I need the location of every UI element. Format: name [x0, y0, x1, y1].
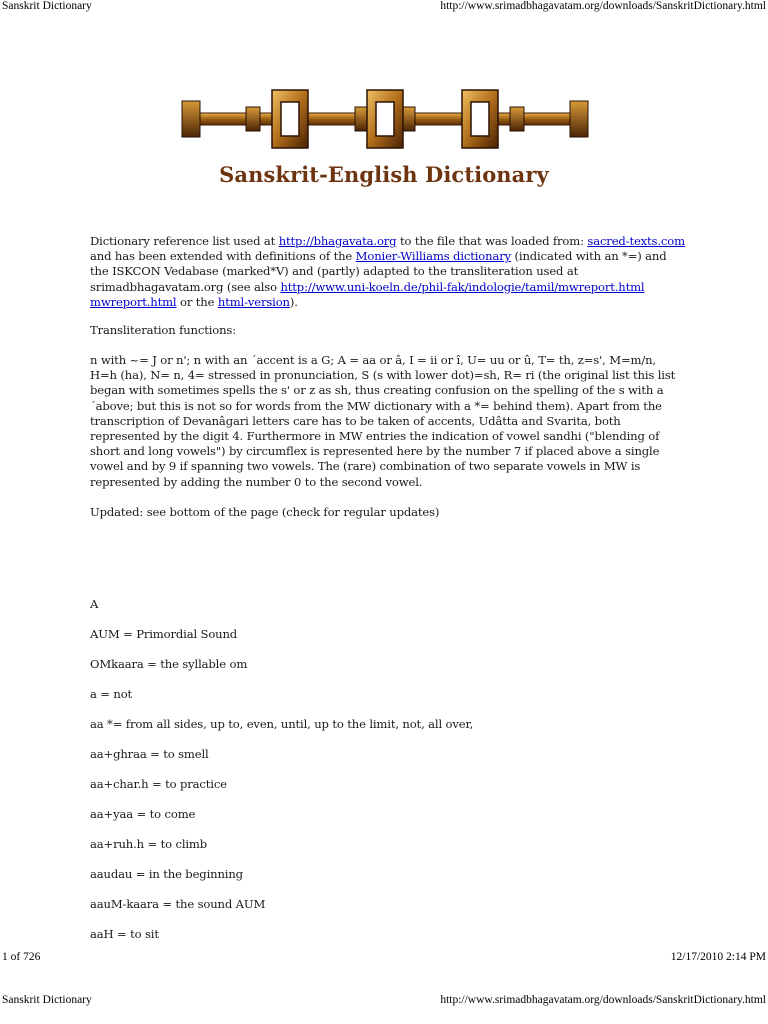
bhagavata-link[interactable]: http://bhagavata.org	[278, 234, 397, 248]
print-datetime: 12/17/2010 2:14 PM	[670, 951, 766, 963]
intro-text: to the file that was loaded from:	[396, 234, 588, 248]
dictionary-entry: OMkaara = the syllable om	[90, 657, 248, 671]
dictionary-entry: aa *= from all sides, up to, even, until, up to the limit, not, all over,	[90, 717, 474, 731]
print-footer	[0, 951, 768, 965]
dictionary-entry: aa+char.h = to practice	[90, 777, 227, 791]
page-count: 1 of 726	[2, 951, 41, 963]
header-title: Sanskrit Dictionary	[2, 994, 92, 1006]
updated-note: Updated: see bottom of the page (check for regular updates)	[90, 505, 440, 519]
dictionary-entry: a = not	[90, 687, 133, 701]
html-version-link[interactable]: html-version	[217, 294, 290, 309]
intro-text: (indicated with an *=) and the ISKCON Vedabase (marked*V) and (partly) adapted to the transliteration used at srimadbhagavatam.org (see also	[90, 249, 667, 294]
ornament-divider	[180, 82, 590, 156]
intro-text: Dictionary reference list used at	[90, 234, 279, 248]
header-url: http://www.srimadbhagavatam.org/downloads/SanskritDictionary.html	[440, 994, 766, 1006]
section-letter: A	[90, 597, 99, 611]
print-header	[0, 0, 768, 14]
dictionary-entry: AUM = Primordial Sound	[90, 627, 238, 641]
dictionary-entry: aauM-kaara = the sound AUM	[90, 897, 266, 911]
dictionary-entry: aa+ruh.h = to climb	[90, 837, 208, 851]
dictionary-entry: aaH = to sit	[90, 927, 159, 941]
dictionary-entry: aaudau = in the beginning	[90, 867, 243, 881]
intro-text: or the	[176, 294, 218, 309]
intro-paragraph	[90, 234, 686, 310]
intro-text: and has been extended with definitions of the	[90, 249, 356, 264]
transliteration-heading: Transliteration functions:	[90, 323, 236, 337]
transliteration-paragraph: n with ~= J or n'; n with an ´accent is a G; A = aa or â, I = ii or î, U= uu or û, T= th, z=s', M=m/n, H=h (ha), N= n, 4= stressed in pronunciation, S (s with lower dot)=sh, R= ri (the original list this list began with sometimes spells the s' or z as sh, thus creating confusion on the spelling of the s with a ´above; but this is not so for words from the MW dictionary with a *= behind them). Apart from the transcription of Devanâgari letters care has to be taken of accents, Udâtta and Svarita, both represented by the digit 4. Furthermore in MW entries the indication of vowel sandhi ("blending of short and long vowels") by circumflex is represented here by the number 7 if placed above a single vowel and by 9 if spanning two vowels. The (rare) combination of two separate vowels in MW is represented by adding the number 0 to the second vowel.	[90, 353, 676, 489]
mwreport-link[interactable]: mwreport.html	[90, 294, 177, 309]
header-title: Sanskrit Dictionary	[2, 0, 92, 12]
dictionary-entry: aa+yaa = to come	[90, 807, 196, 821]
intro-text: ).	[289, 294, 298, 309]
header-url: http://www.srimadbhagavatam.org/downloads/SanskritDictionary.html	[440, 0, 766, 12]
uni-koeln-link[interactable]: http://www.uni-koeln.de/phil-fak/indologie/tamil/mwreport.html	[280, 279, 645, 294]
sacred-texts-link[interactable]: sacred-texts.com	[587, 234, 685, 248]
monier-williams-link[interactable]: Monier-Williams dictionary	[355, 249, 511, 264]
dictionary-entry: aa+ghraa = to smell	[90, 747, 209, 761]
next-page-header	[0, 994, 768, 1008]
page-title: Sanskrit-English Dictionary	[219, 162, 549, 187]
